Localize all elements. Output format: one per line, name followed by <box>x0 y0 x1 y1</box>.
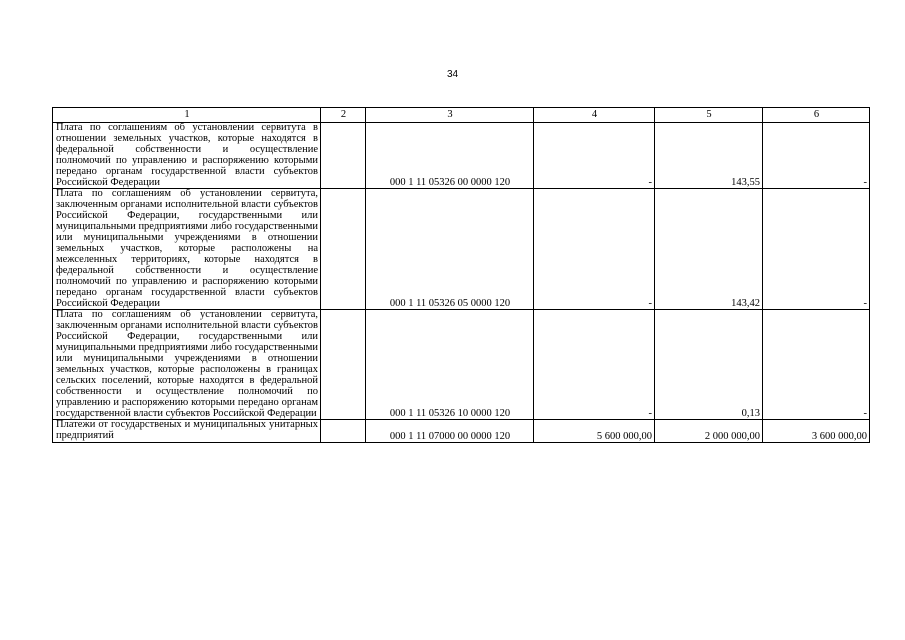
row-col6: - <box>763 310 870 420</box>
row-col5: 143,42 <box>655 189 763 310</box>
row-col2 <box>321 189 366 310</box>
table-row <box>53 420 870 443</box>
column-header-3: 3 <box>366 108 534 123</box>
row-col4: - <box>534 189 655 310</box>
row-col6: - <box>763 123 870 189</box>
column-header-2: 2 <box>321 108 366 123</box>
row-col6: - <box>763 189 870 310</box>
row-col4: 5 600 000,00 <box>534 420 655 443</box>
table-header-row <box>53 108 870 123</box>
row-name: Плата по соглашениям об установлении сервитута, заключенным органами исполнительной власти субъектов Российской Федерации, государственными или муниципальными предприятиями либо государственными или муниципальными учреждениями в отношении земельных участков, которые расположены на межселенных территориях, которые находятся в федеральной собственности и осуществление полномочий по управлению и распоряжению которыми передано органам государственной власти субъектов Российской Федерации <box>53 189 321 310</box>
row-col2 <box>321 310 366 420</box>
row-col2 <box>321 420 366 443</box>
row-name: Плата по соглашениям об установлении сервитута, заключенным органами исполнительной власти субъектов Российской Федерации, государственными или муниципальными предприятиями либо государственными или муниципальными учреждениями в отношении земельных участков, которые расположены в границах сельских поселений, которые находятся в федеральной собственности и осуществление полномочий по управлению и распоряжению которыми передано органам государственной власти субъектов Российской Федерации <box>53 310 321 420</box>
row-col2 <box>321 123 366 189</box>
row-col5: 2 000 000,00 <box>655 420 763 443</box>
row-code: 000 1 11 05326 05 0000 120 <box>366 189 534 310</box>
budget-table <box>52 107 870 443</box>
row-name: Платежи от государственых и муниципальных унитарных предприятий <box>53 420 321 443</box>
table-row <box>53 123 870 189</box>
column-header-4: 4 <box>534 108 655 123</box>
row-code: 000 1 11 05326 00 0000 120 <box>366 123 534 189</box>
row-col5: 143,55 <box>655 123 763 189</box>
column-header-6: 6 <box>763 108 870 123</box>
column-header-1: 1 <box>53 108 321 123</box>
column-header-5: 5 <box>655 108 763 123</box>
row-col4: - <box>534 310 655 420</box>
row-col6: 3 600 000,00 <box>763 420 870 443</box>
row-col4: - <box>534 123 655 189</box>
page-number: 34 <box>446 69 459 80</box>
table-row <box>53 310 870 420</box>
table-row <box>53 189 870 310</box>
row-col5: 0,13 <box>655 310 763 420</box>
row-code: 000 1 11 07000 00 0000 120 <box>366 420 534 443</box>
row-code: 000 1 11 05326 10 0000 120 <box>366 310 534 420</box>
row-name: Плата по соглашениям об установлении сервитута в отношении земельных участков, которые находятся в федеральной собственности и осуществление полномочий по управлению и распоряжению которыми передано органам государственной власти субъектов Российской Федерации <box>53 123 321 189</box>
